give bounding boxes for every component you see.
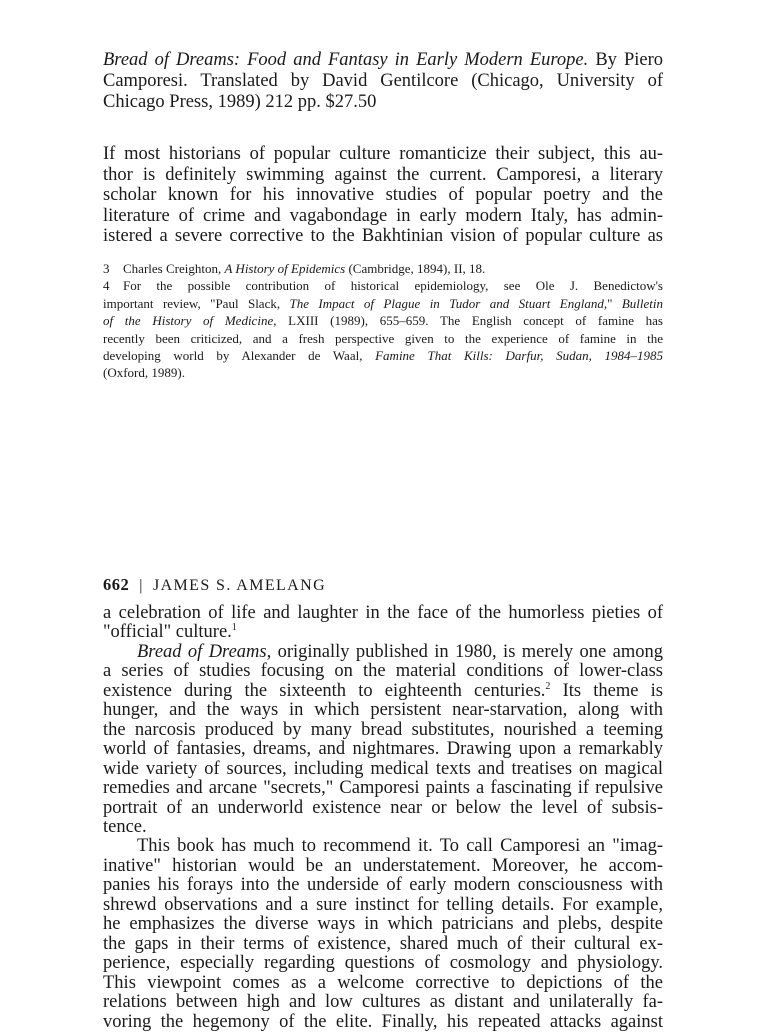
footnote-3: 3 Charles Creighton, A History of Epidemics (Cambridge, 1894), II, 18.	[103, 261, 486, 276]
text-line: This book has much to recommend it. To call Camporesi an "imag-	[137, 836, 663, 857]
citation-line: Chicago Press, 1989) 212 pp. $27.50	[103, 92, 377, 112]
text-line: relations between high and low cultures as distant and unilaterally fa-	[103, 992, 663, 1013]
running-head	[103, 575, 326, 596]
text-line: literature of crime and vagabondage in early modern Italy, has admin-	[103, 205, 663, 226]
text-line: shrewd observations and a sure instinct for telling details. For example,	[103, 894, 663, 915]
text-line: Bread of Dreams, originally published in 1980, is merely one among	[137, 641, 663, 662]
footnote-line: (Oxford, 1989).	[103, 365, 185, 381]
text-line: panies his forays into the underside of early modern consciousness with	[103, 875, 663, 896]
text-line: world of fantasies, dreams, and nightmares. Drawing upon a remarkably	[103, 739, 663, 760]
text-line: he emphasizes the diverse ways in which patricians and plebs, despite	[103, 914, 663, 935]
text-line: If most historians of popular culture romanticize their subject, this au-	[103, 144, 663, 164]
book-citation	[103, 50, 663, 113]
text-line: scholar known for his innovative studies of popular poetry and the	[103, 185, 663, 205]
text-line: istered a severe corrective to the Bakhtinian vision of popular culture as	[103, 226, 663, 246]
footnote-line: important review, "Paul Slack, The Impact of Plague in Tudor and Stuart England," Bulletin	[103, 295, 663, 311]
separator: |	[139, 577, 143, 594]
running-head-author: JAMES S. AMELANG	[152, 577, 327, 594]
text-line: perience, especially regarding questions of cosmology and physiology.	[103, 953, 663, 974]
text-line: remedies and arcane "secrets," Camporesi paints a fascinating if repulsive	[103, 778, 663, 799]
intro-paragraph	[103, 144, 663, 247]
body-text	[103, 604, 663, 1032]
text-line: thor is definitely swimming against the current. Camporesi, a literary	[103, 164, 663, 185]
footnote-number: 3	[103, 261, 110, 276]
text-line: existence during the sixteenth to eighteenth centuries.$^2$ Its theme is	[103, 680, 663, 701]
footnote-line: developing world by Alexander de Waal, Famine That Kills: Darfur, Sudan, 1984–1985	[103, 348, 664, 364]
footnote-line: recently been criticized, and a fresh perspective given to the experience of famine in the	[103, 330, 663, 346]
text-line: a celebration of life and laughter in the face of the humorless pieties of	[103, 603, 663, 623]
text-line: portrait of an underworld existence near or below the level of subsis-	[103, 797, 663, 818]
text-line: a series of studies focusing on the material conditions of lower-class	[103, 661, 663, 682]
text-line: the narcosis produced by many bread substitutes, nourished a teeming	[103, 719, 663, 740]
book-title-ref: Bread of Dreams,	[137, 641, 272, 662]
text-line: hunger, and the ways in which persistent near-starvation, along with	[103, 700, 663, 721]
text-line: voring the hegemony of the elite. Finally, his repeated attacks against	[103, 1011, 663, 1032]
footnote-line: of the History of Medicine, LXIII (1989), 655–659. The English concept of famine has	[103, 313, 663, 329]
footnote-4: 4 For the possible contribution of historical epidemiology, see Ole J. Benedictow's	[103, 278, 663, 294]
book-title: Bread of Dreams: Food and Fantasy in Early Modern Europe.	[103, 50, 589, 70]
citation-line: Camporesi. Translated by David Gentilcore (Chicago, University of	[103, 71, 663, 91]
text-line: "official" culture.$^1$	[103, 622, 237, 643]
footnote-ref: 2	[545, 680, 551, 692]
footnote-ref: 1	[231, 622, 237, 634]
text-line: wide variety of sources, including medical texts and treatises on magical	[103, 758, 663, 779]
footnotes	[103, 260, 663, 382]
text-line: inative" historian would be an understatement. Moreover, he accom-	[103, 855, 663, 876]
citation-line: Bread of Dreams: Food and Fantasy in Early Modern Europe. By Piero	[103, 50, 663, 70]
text-line: This viewpoint comes as a welcome corrective to depictions of the	[103, 972, 663, 993]
footnote-number: 4	[103, 278, 110, 294]
page-number: 662	[103, 575, 130, 594]
text-line: the gaps in their terms of existence, shared much of their cultural ex-	[103, 933, 663, 954]
text-line: tence.	[103, 816, 147, 837]
